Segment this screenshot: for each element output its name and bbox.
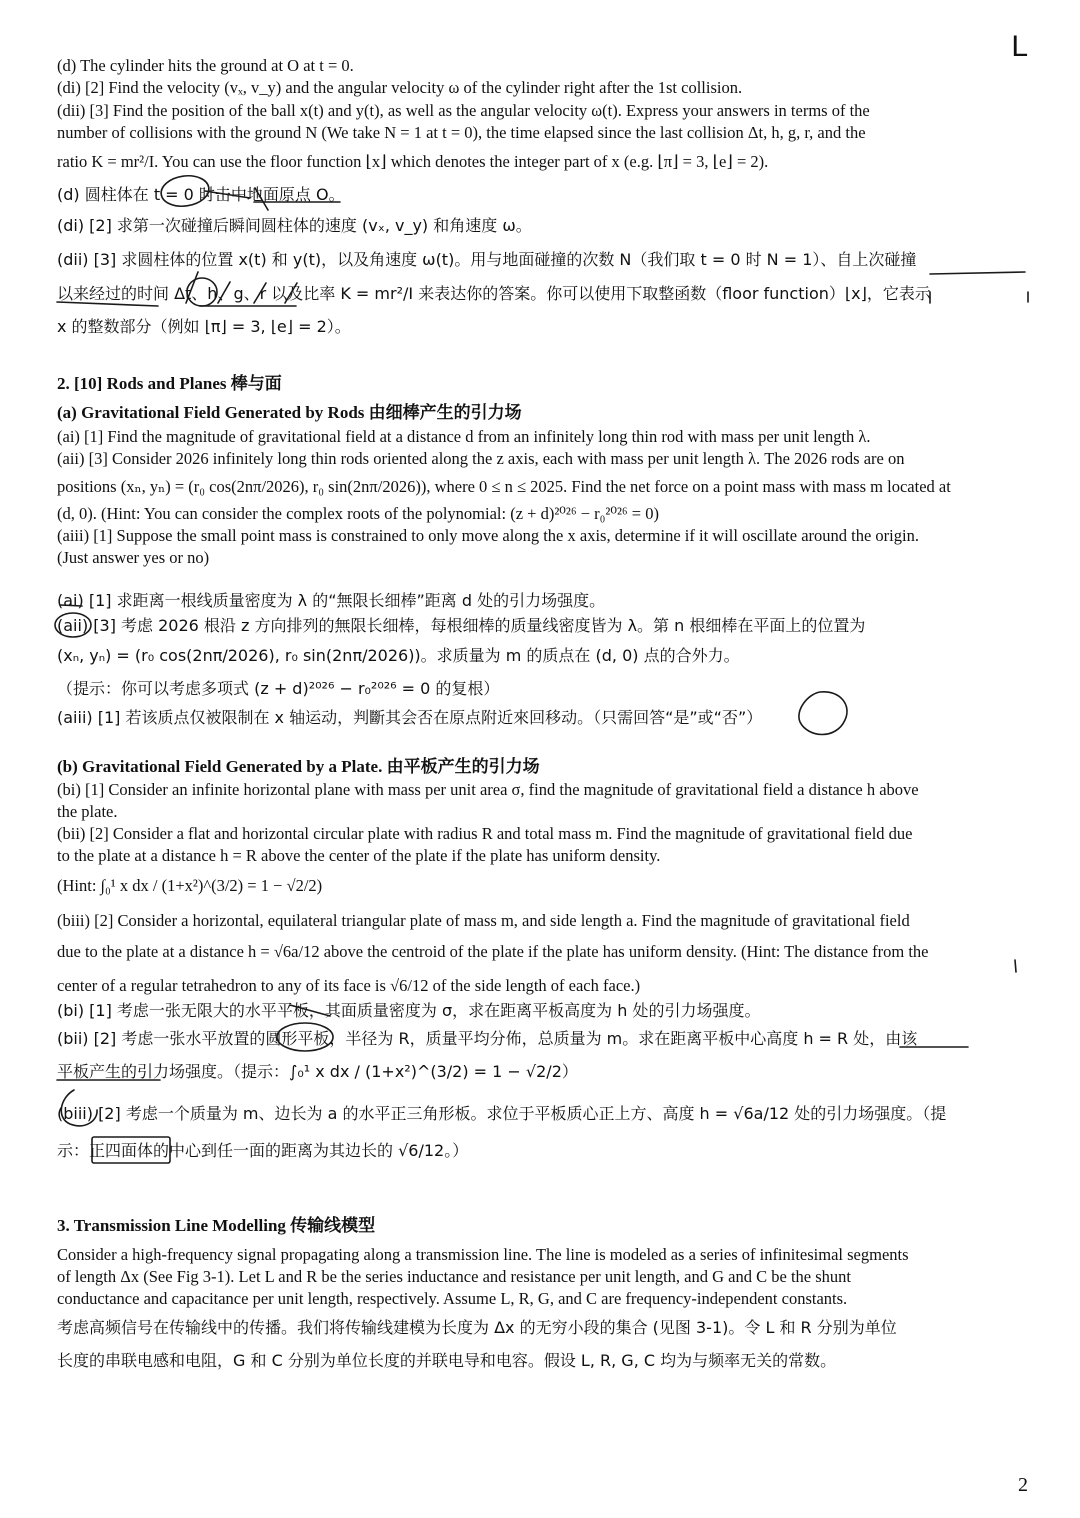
text-line: (Just answer yes or no) (57, 548, 210, 567)
text-line: (biii) [2] 考虑一个质量为 m、边长为 a 的水平正三角形板。求位于平板质心正上方、高度 h = √6a/12 处的引力场强度。（提 (57, 1104, 947, 1123)
text-line: 考虑高频信号在传输线中的传播。我们将传输线建模为长度为 Δx 的无穷小段的集合 (见图 3-1)。令 L 和 R 分别为单位 (57, 1318, 897, 1337)
text-line: (ai) [1] 求距离一根线质量密度为 λ 的“無限长细棒”距离 d 处的引力场强度。 (57, 591, 606, 610)
text-line: 以来经过的时间 Δt、h、g、r 以及比率 K = mr²/I 来表达你的答案。你可以使用下取整函数（floor function）⌊x⌋，它表示 (57, 284, 931, 303)
text-line: (dii) [3] 求圆柱体的位置 x(t) 和 y(t)，以及角速度 ω(t)。用与地面碰撞的次数 N（我们取 t = 0 时 N = 1）、自上次碰撞 (57, 250, 917, 269)
text-line: x 的整数部分（例如 ⌊π⌋ = 3, ⌊e⌋ = 2）。 (57, 317, 351, 336)
text-line: the plate. (57, 802, 118, 821)
problem-heading: 3. Transmission Line Modelling 传输线模型 (57, 1216, 376, 1235)
problem-heading: 2. [10] Rods and Planes 棒与面 (57, 374, 282, 393)
page-number: 2 (1018, 1474, 1028, 1496)
corner-mark: L (1011, 30, 1028, 63)
part-heading: (b) Gravitational Field Generated by a Plate. 由平板产生的引力场 (57, 757, 540, 776)
text-line: (aiii) [1] Suppose the small point mass is constrained to only move along the x axis, determine if it will oscillate around the origin. (57, 526, 919, 545)
text-line: Consider a high-frequency signal propagating along a transmission line. The line is modeled as a series of infinitesimal segments (57, 1245, 909, 1264)
text-line: (d) 圆柱体在 t = 0 时击中地面原点 O。 (57, 185, 345, 204)
text-line: (aiii) [1] 若该质点仅被限制在 x 轴运动，判斷其会否在原点附近來回移动。（只需回答“是”或“否”） (57, 708, 763, 727)
part-heading: (a) Gravitational Field Generated by Rods 由细棒产生的引力场 (57, 403, 522, 422)
text-line: (bi) [1] 考虑一张无限大的水平平板，其面质量密度为 σ，求在距离平板高度为 h 处的引力场强度。 (57, 1001, 761, 1020)
text-line: (d) The cylinder hits the ground at O at t = 0. (57, 56, 354, 75)
text-line: center of a regular tetrahedron to any of its face is √6/12 of the side length of each face.) (57, 976, 641, 995)
text-line: (aii) [3] 考虑 2026 根沿 z 方向排列的無限长细棒，每根细棒的质量线密度皆为 λ。第 n 根细棒在平面上的位置为 (57, 616, 866, 635)
text-line: ratio K = mr²/I. You can use the floor function ⌊x⌋ which denotes the integer part of x (e.g. ⌊π⌋ = 3, ⌊e⌋ = 2). (57, 152, 769, 171)
text-line: conductance and capacitance per unit length, respectively. Assume L, R, G, and C are frequency-independent constants. (57, 1289, 848, 1308)
text-line: positions (xₙ, yₙ) = (r₀ cos(2nπ/2026), r₀ sin(2nπ/2026)), where 0 ≤ n ≤ 2025. Find the net force on a point mass with mass m located at (57, 477, 951, 496)
text-line: (xₙ, yₙ) = (r₀ cos(2nπ/2026), r₀ sin(2nπ/2026))。求质量为 m 的质点在 (d, 0) 点的合外力。 (57, 646, 740, 665)
text-line: due to the plate at a distance h = √6a/12 above the centroid of the plate if the plate has uniform density. (Hint: The distance from the (57, 942, 929, 961)
text-line: (di) [2] 求第一次碰撞后瞬间圆柱体的速度 (vₓ, v_y) 和角速度 ω。 (57, 216, 532, 235)
text-line: (d, 0). (Hint: You can consider the complex roots of the polynomial: (z + d)²⁰²⁶ − r₀²⁰²⁶ = 0) (57, 504, 659, 523)
text-line: of length Δx (See Fig 3-1). Let L and R be the series inductance and resistance per unit length, and G and C be the shunt (57, 1267, 851, 1286)
text-line: to the plate at a distance h = R above the center of the plate if the plate has uniform density. (57, 846, 661, 865)
text-line: (ai) [1] Find the magnitude of gravitational field at a distance d from an infinitely long thin rod with mass per unit length λ. (57, 427, 871, 446)
text-line: (biii) [2] Consider a horizontal, equilateral triangular plate of mass m, and side length a. Find the magnitude of gravitational field (57, 911, 910, 930)
pen-overline-annotation (930, 272, 1025, 274)
text-line: (bii) [2] 考虑一张水平放置的圆形平板，半径为 R，质量平均分佈，总质量为 m。求在距离平板中心高度 h = R 处，由该 (57, 1029, 918, 1048)
text-line: (di) [2] Find the velocity (vₓ, v_y) and the angular velocity ω of the cylinder right after the 1st collision. (57, 78, 743, 97)
text-line: (dii) [3] Find the position of the ball x(t) and y(t), as well as the angular velocity ω(t). Express your answers in terms of the (57, 101, 870, 120)
text-line: 示：正四面体的中心到任一面的距离为其边长的 √6/12。） (57, 1141, 469, 1160)
text-line: 平板产生的引力场强度。（提示：∫₀¹ x dx / (1+x²)^(3/2) = 1 − √2/2） (57, 1062, 578, 1081)
text-line: 长度的串联电感和电阻，G 和 C 分别为单位长度的并联电导和电容。假设 L, R, G, C 均为与频率无关的常数。 (57, 1351, 837, 1370)
text-line: (bii) [2] Consider a flat and horizontal circular plate with radius R and total mass m. Find the magnitude of gravitational field due (57, 824, 913, 843)
text-line: (Hint: ∫₀¹ x dx / (1+x²)^(3/2) = 1 − √2/2) (57, 876, 323, 895)
text-line: （提示：你可以考虑多项式 (z + d)²⁰²⁶ − r₀²⁰²⁶ = 0 的复根） (57, 679, 500, 698)
text-line: number of collisions with the ground N (We take N = 1 at t = 0), the time elapsed since the last collision Δt, h, g, r, and the (57, 123, 866, 142)
text-line: (aii) [3] Consider 2026 infinitely long thin rods oriented along the z axis, each with mass per unit length λ. The 2026 rods are on (57, 449, 905, 468)
text-line: (bi) [1] Consider an infinite horizontal plane with mass per unit area σ, find the magnitude of gravitational field a distance h above (57, 780, 919, 799)
